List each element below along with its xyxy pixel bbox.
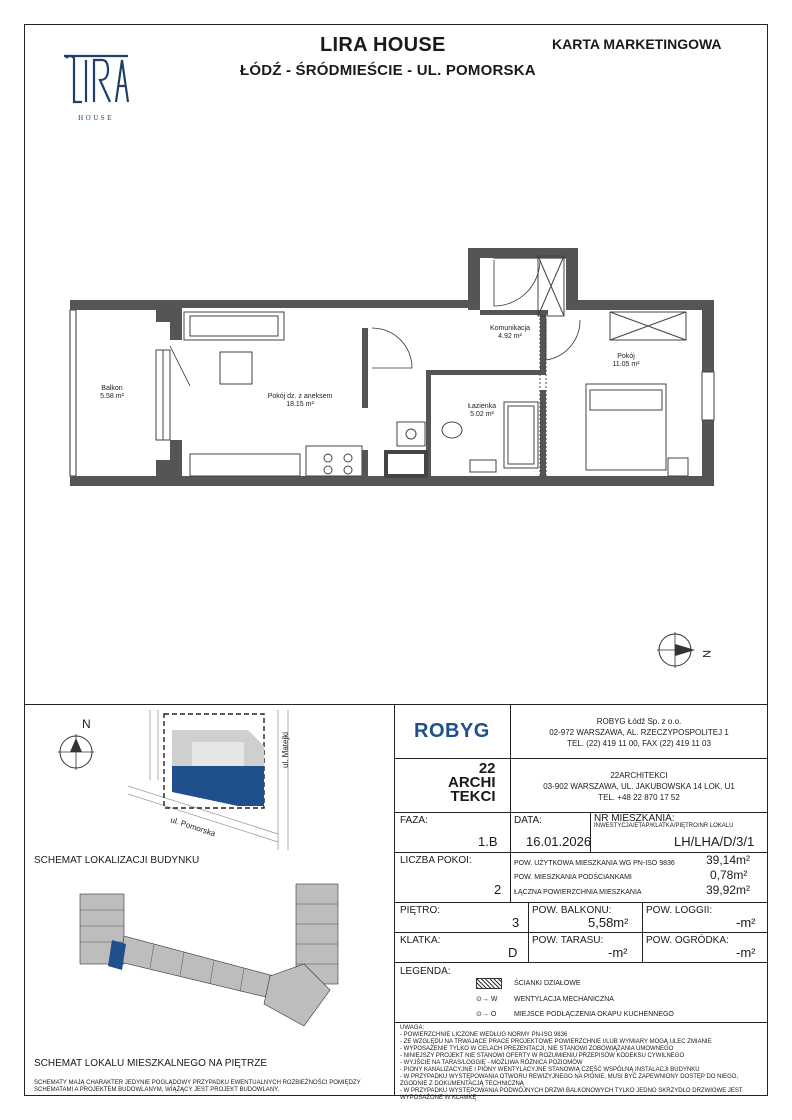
data-value: 16.01.2026	[526, 834, 592, 849]
room-label-balkon: Balkon	[101, 385, 123, 392]
room-label-lazienka: Łazienka	[467, 403, 497, 410]
plan-compass-icon	[655, 630, 715, 675]
divider	[394, 704, 395, 1096]
legend-item-text: MIEJSCE PODŁĄCZENIA OKAPU KUCHENNEGO	[514, 1011, 674, 1018]
svg-text:HOUSE: HOUSE	[78, 114, 114, 122]
nr-mieszkania-label: NR MIESZKANIA:	[594, 813, 675, 824]
room-area-lazienka: 5.02 m²	[470, 411, 494, 418]
legend-item-text: WENTYLACJA MECHANICZNA	[514, 996, 614, 1003]
room-area-komunikacja: 4.92 m²	[498, 333, 522, 340]
developer-name: ROBYG Łódź Sp. z o.o.	[596, 717, 682, 726]
divider	[394, 812, 768, 813]
note-line: - ZE WZGLĘDU NA TRWAJĄCE PRACE PROJEKTOWE POWIERZCHNIE I/LUB WYMIARY MOGĄ ULEC ZMIANIE	[400, 1039, 712, 1045]
pow-balkonu-value: 5,58m²	[588, 915, 629, 930]
divider	[394, 758, 768, 759]
note-line: - PIONY KANALIZACYJNE I PIONY WENTYLACYJNE STANOWIĄ CZĘŚĆ WSPÓLNĄ INSTALACJI BUDYNKU	[400, 1067, 700, 1073]
faza-value: 1.B	[478, 834, 498, 849]
pow-ogrodka-label: POW. OGRÓDKA:	[646, 935, 729, 946]
room-label-komunikacja: Komunikacja	[489, 325, 531, 332]
developer-info	[510, 716, 768, 749]
divider	[24, 704, 768, 705]
room-area-salon: 18.15 m²	[286, 401, 314, 408]
klatka-label: KLATKA:	[400, 935, 441, 946]
pietro-value: 3	[512, 915, 520, 930]
note-line: - W PRZYPADKU WYSTĘPOWANIA OTWORU REWIZYJNEGO NA PIONIE, MUSI BYĆ ZAPEWNIONY DOSTĘP DO NIEGO, ZGODNIE Z DOKUMENTACJĄ TECHNICZNĄ	[400, 1074, 739, 1087]
divider	[394, 962, 768, 963]
pow-podscianki-label: POW. MIESZKANIA PODŚCIANKAMI	[514, 874, 632, 881]
architect-logo-line: ARCHI	[448, 774, 496, 791]
pietro-label: PIĘTRO:	[400, 905, 441, 916]
divider	[510, 852, 511, 902]
architect-info	[510, 770, 768, 803]
note-line: - NINIEJSZY PROJEKT NIE STANOWI OFERTY W ROZUMIENIU PRZEPISÓW KODEKSU CYWILNEGO	[400, 1053, 685, 1059]
lira-house-logo	[60, 52, 132, 128]
note-line: - POWIERZCHNIE LICZONE WEDŁUG NORMY PN-ISO 9836	[400, 1032, 568, 1038]
site-compass-icon	[54, 716, 98, 781]
divider	[510, 812, 511, 852]
architect-name: 22ARCHITEKCI	[610, 771, 668, 780]
schemat-disclaimer: SCHEMATY MAJĄ CHARAKTER JEDYNIE POGLĄDOWY PRZYPADKU EWENTUALNYCH ROZBIEŻNOŚCI POMIĘDZY SCHEMATAMI A PROJEKTEM BUDOWLANYM, WIĄŻĄCY JEST PROJEKT BUDOWLANY.	[34, 1080, 361, 1093]
developer-address: 02-972 WARSZAWA, AL. RZECZYPOSPOLITEJ 1	[549, 728, 729, 737]
pow-loggii-value: -m²	[736, 915, 756, 930]
divider	[394, 902, 768, 903]
liczba-pokoi-label: LICZBA POKOI:	[400, 855, 472, 866]
legend-label: LEGENDA:	[400, 966, 451, 977]
pow-laczna-label: ŁĄCZNA POWIERZCHNIA MIESZKANIA	[514, 889, 642, 896]
partition-wall-icon	[476, 978, 502, 989]
klatka-value: D	[508, 945, 518, 960]
project-title: LIRA HOUSE	[320, 34, 446, 56]
document-type: KARTA MARKETINGOWA	[552, 36, 722, 52]
architect-logo	[448, 762, 496, 804]
pow-tarasu-value: -m²	[608, 945, 628, 960]
pow-tarasu-label: POW. TARASU:	[532, 935, 604, 946]
liczba-pokoi-value: 2	[494, 882, 502, 897]
legend-item-text: ŚCIANKI DZIAŁOWE	[514, 980, 581, 987]
note-line: - W PRZYPADKU WYSTĘPOWANIA PODWÓJNYCH DRZWI BALKONOWYCH TYLKO JEDNO SKRZYDŁO DRZWIOWE JEST WYPOSAŻONE W KLAMKĘ	[400, 1088, 743, 1101]
divider	[394, 932, 768, 933]
architect-phone: TEL. +48 22 870 17 52	[598, 793, 680, 802]
nr-mieszkania-value: LH/LHA/D/3/1	[674, 834, 755, 849]
room-label-pokoj: Pokój	[617, 353, 635, 360]
project-location: ŁÓDŹ - ŚRÓDMIEŚCIE - UL. POMORSKA	[240, 62, 536, 79]
pow-podscianki-value: 0,78m²	[710, 868, 748, 882]
ventilation-icon: ⊙→ W	[476, 996, 498, 1003]
notes-title: UWAGA:	[400, 1025, 425, 1031]
robyg-logo: ROBYG	[414, 720, 490, 742]
pow-uzytkowa-label: POW. UŻYTKOWA MIESZKANIA WG PN-ISO 9836	[514, 860, 675, 867]
pow-balkonu-label: POW. BALKONU:	[532, 905, 612, 916]
hood-connection-icon: ⊙→ O	[476, 1011, 497, 1018]
divider	[394, 1022, 768, 1023]
architect-logo-line: 22	[478, 760, 496, 777]
floor-plan	[60, 240, 720, 500]
svg-text:N: N	[82, 717, 91, 731]
floor-schema-map	[74, 880, 344, 1040]
data-label: DATA:	[514, 815, 542, 826]
street-label-matejki: ul. Matejki	[281, 731, 290, 768]
faza-label: FAZA:	[400, 815, 428, 826]
room-label-salon: Pokój dz. z aneksem	[267, 393, 333, 400]
architect-address: 03-902 WARSZAWA, UL. JAKUBOWSKA 14 LOK. U1	[543, 782, 735, 791]
legend-symbol-o: O	[490, 1011, 497, 1018]
developer-phone: TEL. (22) 419 11 00, FAX (22) 419 11 03	[567, 739, 711, 748]
pow-ogrodka-value: -m²	[736, 945, 756, 960]
pow-uzytkowa-value: 39,14m²	[706, 853, 751, 867]
room-area-balkon: 5.58 m²	[100, 393, 124, 400]
legend-symbol-w: W	[490, 996, 498, 1003]
nr-mieszkania-sub: INWESTYCJA/ETAP/KLATKA/PIĘTRO/NR LOKALU	[594, 823, 734, 829]
pow-laczna-value: 39,92m²	[706, 883, 751, 897]
pow-loggii-label: POW. LOGGII:	[646, 905, 713, 916]
site-plan-map	[128, 710, 308, 850]
street-label-pomorska: ul. Pomorska	[169, 815, 217, 839]
svg-text:N: N	[700, 650, 712, 658]
schemat-lokalu-label: SCHEMAT LOKALU MIESZKALNEGO NA PIĘTRZE	[34, 1058, 268, 1069]
note-line: - WYJŚCIE NA TARAS/LOGGIĘ - MOŻLIWA RÓŻNICA POZIOMÓW	[400, 1060, 583, 1066]
schemat-budynku-label: SCHEMAT LOKALIZACJI BUDYNKU	[34, 855, 200, 866]
notes-block	[400, 1025, 764, 1102]
room-area-pokoj: 11.05 m²	[612, 361, 640, 368]
note-line: - WYPOSAŻENIE TYLKO W CELACH PREZENTACJI, NIE STANOWI ZOBOWIĄZANIA UMOWNEGO	[400, 1046, 674, 1052]
architect-logo-line: TEKCI	[450, 788, 496, 805]
